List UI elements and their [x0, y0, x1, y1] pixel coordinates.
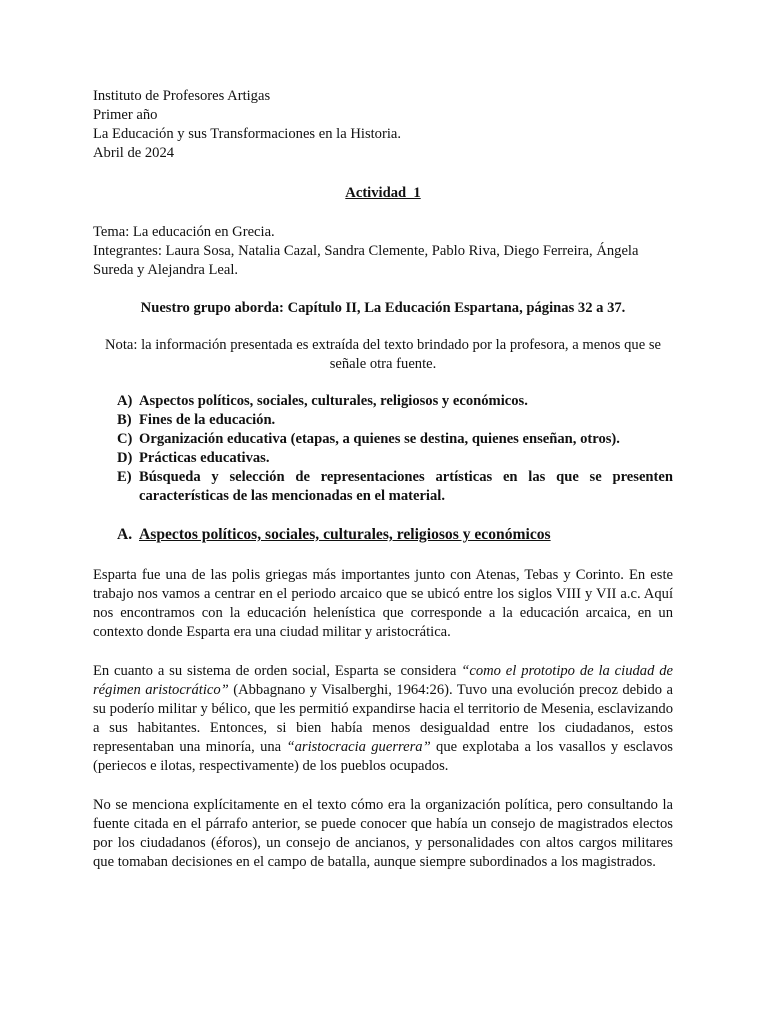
list-item-letter: C) — [117, 431, 133, 447]
list-item-letter: E) — [117, 469, 132, 485]
tema-line: Tema: La educación en Grecia. — [93, 224, 275, 240]
paragraph-1: Esparta fue una de las polis griegas más importantes junto con Atenas, Tebas y Corinto. En este trabajo nos vamos a centrar en el periodo arcaico que se ubicó entre los siglos VIII y VII a.c. Aquí nos encontramos con la educación helenística que corresponde a la educación arcaica, en un contexto donde Esparta era una ciudad militar y aristocrática. — [93, 567, 673, 640]
list-item — [93, 449, 673, 468]
list-item — [93, 430, 673, 449]
list-item-text: Aspectos políticos, sociales, culturales, religiosos y económicos. — [139, 393, 528, 409]
section-a-heading — [93, 524, 673, 545]
list-item — [93, 392, 673, 411]
group-topic-line: Nuestro grupo aborda: Capítulo II, La Educación Espartana, páginas 32 a 37. — [140, 300, 626, 316]
document-header — [93, 87, 673, 163]
list-item-text: Prácticas educativas. — [139, 450, 270, 466]
course-line: La Educación y sus Transformaciones en la Historia. — [93, 126, 402, 142]
integrantes-line: Integrantes: Laura Sosa, Natalia Cazal, Sandra Clemente, Pablo Riva, Diego Ferreira, Ángela Sureda y Alejandra Leal. — [93, 243, 639, 278]
list-item-text: Fines de la educación. — [139, 412, 276, 428]
section-a-title: Aspectos políticos, sociales, culturales, religiosos y económicos — [139, 526, 551, 543]
list-item-letter: A) — [117, 393, 133, 409]
section-a-letter: A. — [117, 526, 133, 543]
paragraph-2-quote-1: “como el prototipo de la ciudad de régimen aristocrático” — [93, 663, 674, 698]
list-item-letter: D) — [117, 450, 133, 466]
institution-line: Instituto de Profesores Artigas — [93, 88, 271, 104]
list-item — [93, 468, 673, 506]
paragraph-2-text-3: que explotaba a los vasallos y esclavos (periecos e ilotas, respectivamente) de los pueblos ocupados. — [93, 739, 673, 774]
note-paragraph: Nota: la información presentada es extraída del texto brindado por la profesora, a menos que se señale otra fuente. — [105, 337, 661, 372]
paragraph-2-text-2: (Abbagnano y Visalberghi, 1964:26). Tuvo una evolución precoz debido a su poderío militar y bélico, que les permitió expandirse hacia el territorio de Mesenia, esclavizando a sus habitantes. Entonces, si bien había menos desigualdad entre los ciudadanos, estos representaban una minoría, una — [93, 682, 673, 755]
list-item-letter: B) — [117, 412, 132, 428]
list-item-text: Búsqueda y selección de representaciones artísticas en las que se presenten características de las mencionadas en el material. — [139, 469, 673, 504]
list-item — [93, 411, 673, 430]
date-line: Abril de 2024 — [93, 145, 175, 161]
activity-title: Actividad 1 — [345, 185, 421, 201]
paragraph-3: No se menciona explícitamente en el texto cómo era la organización política, pero consultando la fuente citada en el párrafo anterior, se puede conocer que había un consejo de magistrados electos por los ciudadanos (éforos), un consejo de ancianos, y personalidades con altos cargos militares que tomaban decisiones en el campo de batalla, aunque siempre subordinados a los magistrados. — [93, 797, 673, 870]
paragraph-2-text-1: En cuanto a su sistema de orden social, Esparta se considera — [93, 663, 462, 679]
year-line: Primer año — [93, 107, 158, 123]
paragraph-2 — [93, 662, 673, 776]
list-item-text: Organización educativa (etapas, a quienes se destina, quienes enseñan, otros). — [139, 431, 620, 447]
document-content — [93, 87, 673, 872]
topics-list — [93, 392, 673, 506]
paragraph-2-quote-2: “aristocracia guerrera” — [286, 739, 431, 755]
